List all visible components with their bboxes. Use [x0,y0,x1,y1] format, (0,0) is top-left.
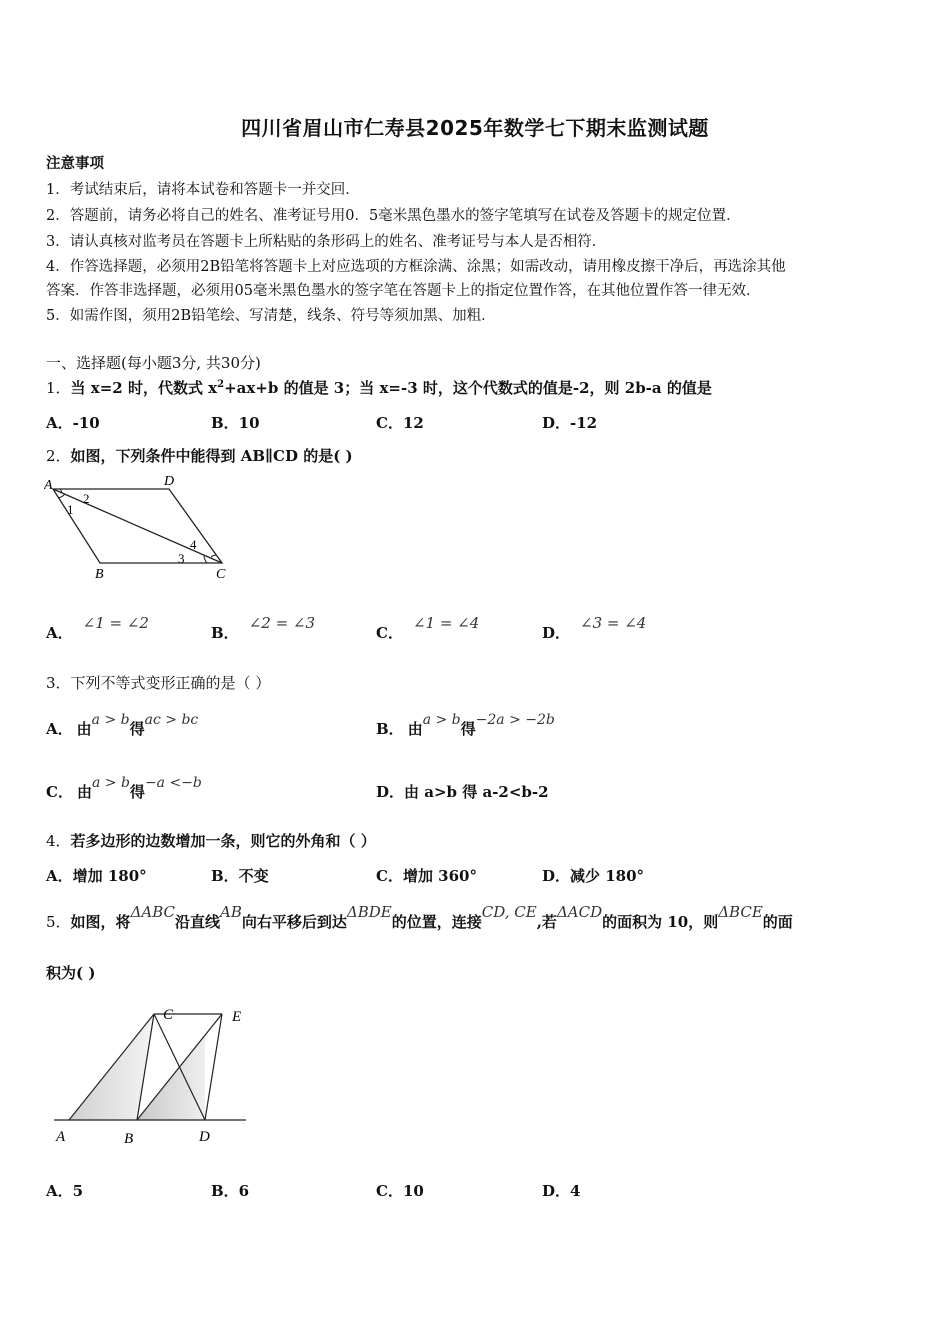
question-number: 1． [46,379,71,397]
label-b: B [95,567,104,582]
label-e: E [232,1009,242,1025]
question-text: 向右平移后到达 [241,913,347,931]
option-letter: A． [46,624,73,642]
note-item: 5．如需作图，须用2B铅笔绘、写清楚，线条、符号等须加黑、加粗． [46,308,496,324]
section-heading: 一、选择题(每小题3分, 共30分) [46,354,261,372]
question-number: 2． [46,447,71,465]
question-number: 4． [46,832,71,850]
option-text: 得 [460,720,476,738]
question-4 [46,830,376,851]
angle-arc [211,555,216,557]
translation-figure [50,1000,250,1150]
option-math: a > b [422,712,461,728]
label-c: C [163,1007,174,1023]
diagonal-ac [53,489,222,563]
question-text: 若多边形的边数增加一条，则它的外角和（ ） [70,832,376,850]
q2-option-d[interactable] [542,614,647,643]
q1-option-c[interactable]: C．12 [376,414,424,432]
q1-option-d[interactable]: D．-12 [542,414,598,432]
page-title: 四川省眉山市仁寿县2025年数学七下期末监测试题 [241,116,709,140]
option-math: −a <−b [144,775,202,791]
inline-math: ΔBDE [346,903,392,921]
label-a: A [44,478,53,493]
option-math: ∠3 = ∠4 [580,614,647,632]
option-letter: D． [542,624,571,642]
q3-option-b[interactable] [376,712,555,739]
option-text: 由 [76,720,92,738]
q5-option-d[interactable]: D．4 [542,1182,581,1200]
option-text: 由 [76,783,92,801]
question-text: 沿直线 [175,913,221,931]
question-text: 如图，将 [70,913,131,931]
superscript: 2 [217,379,225,390]
angle-arc [58,494,65,498]
option-letter: C． [376,624,403,642]
label-angle-4: 4 [190,537,197,552]
option-text: 得 [129,783,145,801]
q2-option-b[interactable] [211,614,316,643]
label-angle-1: 1 [67,502,74,517]
q3-option-a[interactable] [46,712,199,739]
inline-math: ΔABC [130,903,176,921]
option-math: ∠1 = ∠2 [82,614,149,632]
q3-option-d[interactable]: D．由 a>b 得 a-2<b-2 [376,783,549,801]
question-text: 下列不等式变形正确的是（ ） [70,674,271,692]
option-math: ∠1 = ∠4 [412,614,480,632]
q4-option-c[interactable]: C．增加 360° [376,867,477,885]
question-2 [46,445,353,466]
question-text: 的位置，连接 [391,913,482,931]
option-math: ∠2 = ∠3 [248,614,316,632]
note-item: 3．请认真核对监考员在答题卡上所粘贴的条形码上的姓名、准考证号与本人是否相符． [46,234,607,250]
question-text: +ax+b 的值是 3；当 x=-3 时，这个代数式的值是-2，则 2b-a 的值是 [224,379,712,397]
label-d: D [199,1129,210,1145]
inline-math: CD, CE [481,903,537,921]
parallelogram-figure [44,472,244,584]
option-letter: C． [46,783,73,801]
question-text: ,若 [536,913,557,931]
q4-option-b[interactable]: B．不变 [211,867,269,885]
label-b: B [124,1131,134,1147]
option-math: ac > bc [144,712,199,728]
q2-option-a[interactable] [46,614,149,643]
question-1 [46,377,712,398]
notes-heading: 注意事项 [46,155,104,172]
question-5-continued: 积为( ) [46,964,96,982]
q2-option-c[interactable] [376,614,480,643]
option-math: −2a > −2b [475,712,555,728]
option-math: a > b [91,775,130,791]
option-text: 得 [129,720,145,738]
inline-math: AB [220,903,242,921]
label-angle-3: 3 [178,551,185,566]
q1-option-b[interactable]: B．10 [211,414,260,432]
question-text: 的面积为 10，则 [602,913,719,931]
question-number: 3． [46,674,71,692]
question-text: 当 x=2 时，代数式 x [70,379,218,397]
q5-option-a[interactable]: A．5 [46,1182,84,1200]
label-angle-2: 2 [83,491,90,506]
question-text: 的面 [762,913,793,931]
note-item: 2．答题前，请务必将自己的姓名、准考证号用0．5毫米黑色墨水的签字笔填写在试卷及答题卡的规定位置． [46,208,741,224]
inline-math: ΔBCE [718,903,763,921]
q4-option-a[interactable]: A．增加 180° [46,867,147,885]
label-a: A [56,1129,66,1145]
inline-math: ΔACD [556,903,603,921]
option-letter: B． [376,720,404,738]
label-c: C [216,567,226,582]
question-text: 如图，下列条件中能得到 AB∥CD 的是( ) [70,447,353,465]
q1-option-a[interactable]: A．-10 [46,414,100,432]
q5-option-c[interactable]: C．10 [376,1182,424,1200]
note-item: 1．考试结束后，请将本试卷和答题卡一并交回． [46,182,360,198]
option-text: 由 [407,720,423,738]
question-5 [46,903,793,932]
question-number: 5． [46,913,71,931]
q4-option-d[interactable]: D．减少 180° [542,867,645,885]
q5-option-b[interactable]: B．6 [211,1182,250,1200]
option-letter: B． [211,624,239,642]
question-3 [46,672,270,693]
segment-ed [205,1014,222,1120]
label-d: D [164,474,175,489]
option-math: a > b [91,712,130,728]
note-item: 答案．作答非选择题，必须用05毫米黑色墨水的签字笔在答题卡上的指定位置作答，在其他位置作答一律无效． [46,283,761,299]
q3-option-c[interactable] [46,775,202,802]
option-letter: A． [46,720,73,738]
note-item: 4．作答选择题，必须用2B铅笔将答题卡上对应选项的方框涂满、涂黑；如需改动，请用橡皮擦干净后，再选涂其他 [46,259,786,275]
